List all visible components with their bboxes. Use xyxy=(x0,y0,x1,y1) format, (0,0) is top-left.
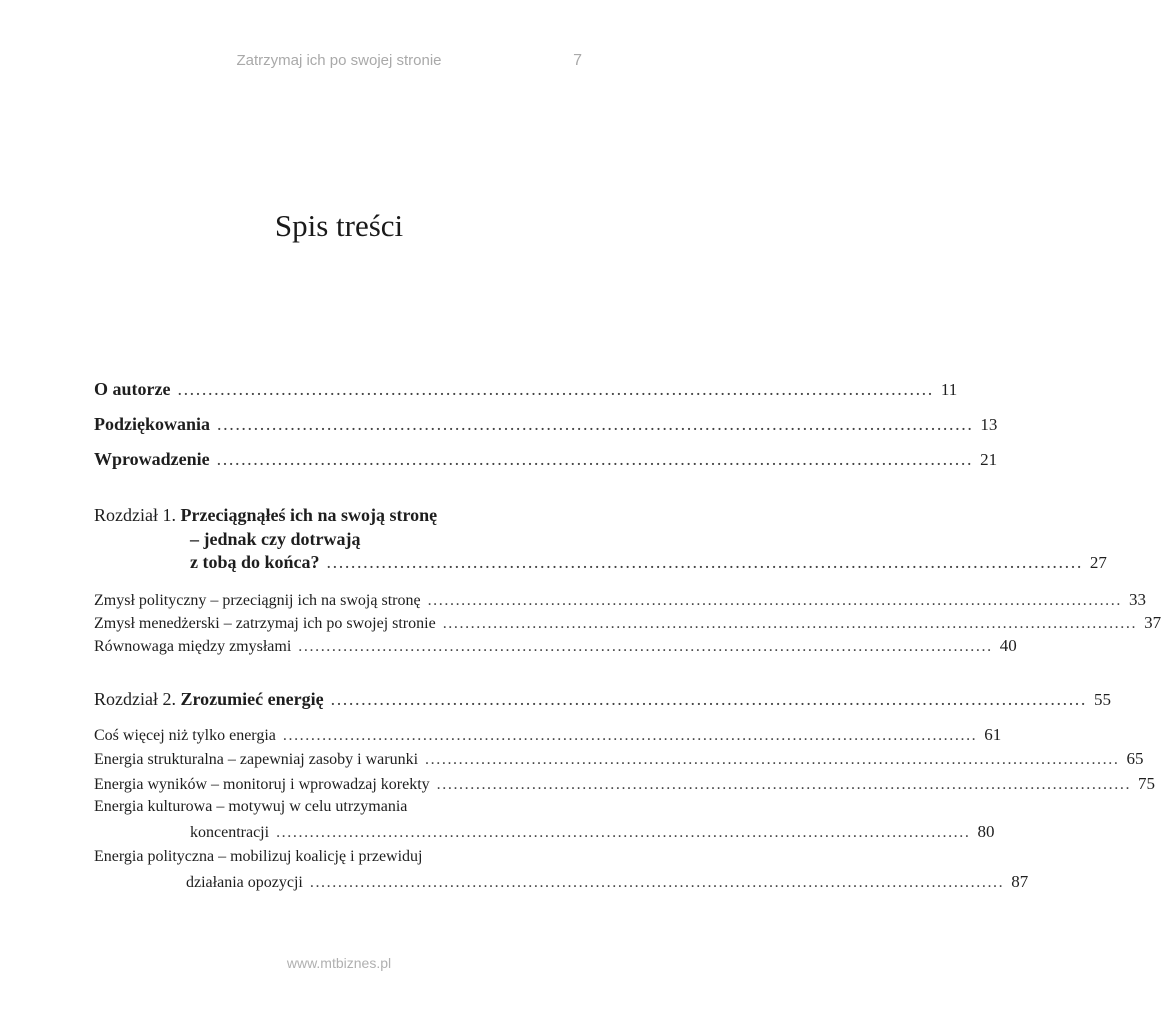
dot-leader: ............................................................................................................................ xyxy=(282,727,978,744)
chapter-2-page: 55 xyxy=(1094,690,1112,709)
toc-section-entry xyxy=(94,590,1146,610)
toc-section-line-1: Energia polityczna – mobilizuj koalicję i przewiduj xyxy=(94,848,423,865)
toc-title: Spis treści xyxy=(274,208,404,243)
chapter-1-page: 27 xyxy=(1089,553,1107,572)
toc-entry-o-autorze xyxy=(94,379,958,400)
chapter-1-prefix: Rozdział 1. xyxy=(94,505,176,525)
toc-entry-page: 80 xyxy=(977,822,995,841)
dot-leader: ............................................................................................................................ xyxy=(177,379,934,399)
toc-entry-label: Podziękowania xyxy=(94,414,211,434)
toc-entry-podziekowania xyxy=(94,414,998,435)
toc-section-entry xyxy=(190,822,995,842)
running-header-title: Zatrzymaj ich po swojej stronie xyxy=(236,52,442,69)
chapter-2-heading xyxy=(94,689,1112,710)
toc-entry-page: 40 xyxy=(999,636,1017,655)
toc-entry-label: Zmysł menedżerski – zatrzymaj ich po swojej stronie xyxy=(94,615,436,632)
dot-leader: ............................................................................................................................ xyxy=(330,689,1088,709)
toc-section-line-1: Energia kulturowa – motywuj w celu utrzymania xyxy=(94,798,408,815)
toc-entry-page: 33 xyxy=(1128,590,1146,609)
toc-section-entry xyxy=(94,774,1156,794)
toc-entry-page: 21 xyxy=(980,450,998,469)
toc-entry-label: Równowaga między zmysłami xyxy=(94,638,292,655)
dot-leader: ............................................................................................................................ xyxy=(217,414,974,434)
toc-section-entry xyxy=(94,613,1161,633)
dot-leader: ............................................................................................................................ xyxy=(436,776,1132,793)
toc-entry-label: Zmysł polityczny – przeciągnij ich na swoją stronę xyxy=(94,592,421,609)
dot-leader: ............................................................................................................................ xyxy=(276,824,971,841)
toc-entry-page: 61 xyxy=(984,725,1002,744)
toc-section-entry xyxy=(94,636,1017,656)
toc-entry-page: 13 xyxy=(980,415,998,434)
dot-leader: ............................................................................................................................ xyxy=(298,638,993,655)
dot-leader: ............................................................................................................................ xyxy=(442,615,1138,632)
chapter-1-title-line-2: – jednak czy dotrwają xyxy=(190,529,361,549)
dot-leader: ............................................................................................................................ xyxy=(309,874,1005,891)
toc-section-entry xyxy=(94,749,1144,769)
dot-leader: ............................................................................................................................ xyxy=(216,449,974,469)
chapter-1-title-line-1: Przeciągnąłeś ich na swoją stronę xyxy=(180,505,438,525)
chapter-1-heading xyxy=(94,505,437,526)
dot-leader: ............................................................................................................................ xyxy=(427,592,1122,609)
dot-leader: ............................................................................................................................ xyxy=(326,552,1083,572)
toc-entry-label: Coś więcej niż tylko energia xyxy=(94,727,276,744)
chapter-2-prefix: Rozdział 2. xyxy=(94,689,176,709)
chapter-1-title-last-line xyxy=(190,552,1107,573)
toc-entry-label: Energia wyników – monitoruj i wprowadzaj korekty xyxy=(94,776,430,793)
toc-entry-page: 75 xyxy=(1138,774,1156,793)
toc-entry-label: działania opozycji xyxy=(186,874,303,891)
toc-section-entry xyxy=(186,872,1029,892)
toc-section-entry xyxy=(94,725,1002,745)
page-number: 7 xyxy=(573,52,582,69)
dot-leader: ............................................................................................................................ xyxy=(425,751,1120,768)
toc-entry-page: 87 xyxy=(1011,872,1029,891)
toc-entry-page: 11 xyxy=(940,380,958,399)
toc-entry-wprowadzenie xyxy=(94,449,998,470)
toc-entry-label: Energia strukturalna – zapewniaj zasoby i warunki xyxy=(94,751,419,768)
chapter-2-title: Zrozumieć energię xyxy=(180,689,324,709)
chapter-1-title-line-3: z tobą do końca? xyxy=(190,552,320,572)
toc-entry-label: O autorze xyxy=(94,379,171,399)
toc-entry-page: 37 xyxy=(1144,613,1161,632)
chapter-2-label xyxy=(94,689,324,710)
toc-entry-page: 65 xyxy=(1126,749,1144,768)
footer-url: www.mtbiznes.pl xyxy=(286,955,392,971)
toc-entry-label: Wprowadzenie xyxy=(94,449,210,469)
toc-entry-label: koncentracji xyxy=(190,824,270,841)
